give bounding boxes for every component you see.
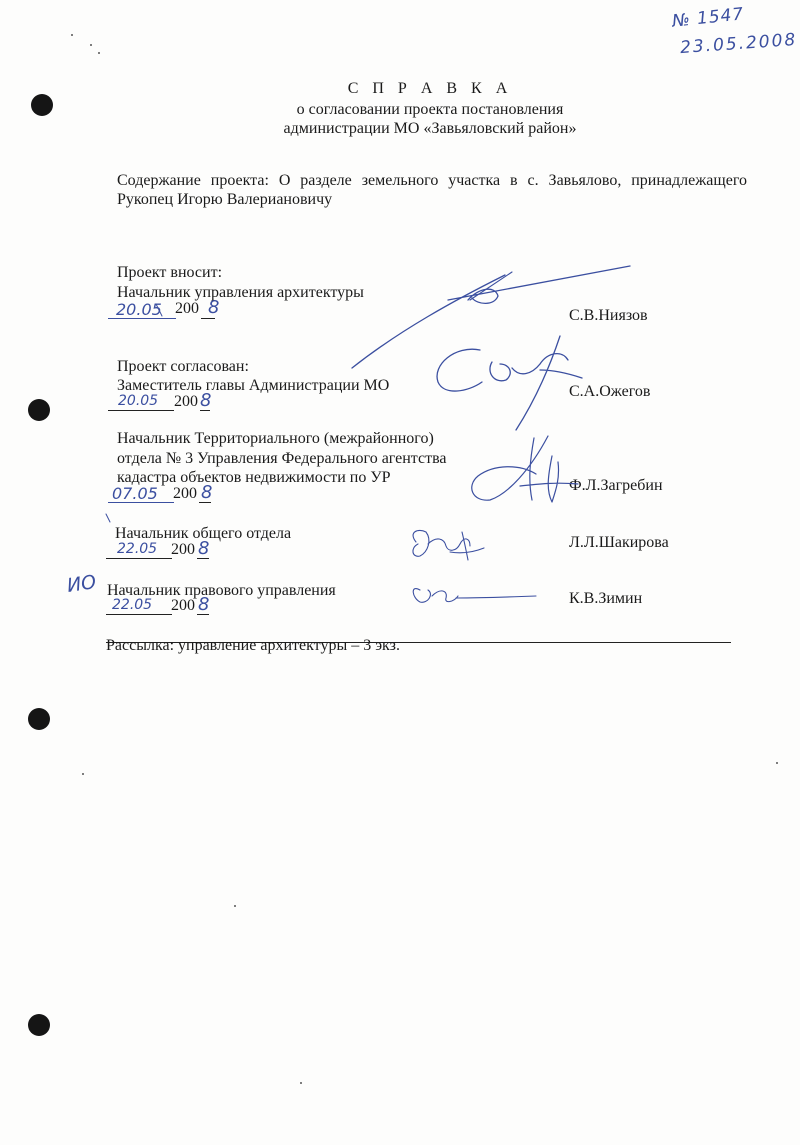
registration-date: 23.05.2008 <box>679 29 798 59</box>
handwritten-date: 20.05 <box>118 393 159 409</box>
handwritten-year: 8 <box>198 594 210 615</box>
position-title: Начальник общего отдела <box>115 525 292 542</box>
year-prefix: 200 <box>174 393 198 410</box>
project-content: Содержание проекта: О разделе земельного участка в с. Завьялово, принадлежащего Рукопец Игорю Валериановичу <box>117 172 747 208</box>
document-subtitle-2: администрации МО «Завьяловский район» <box>283 120 577 137</box>
distribution-note: Рассылка: управление архитектуры – 3 экз. <box>106 637 400 654</box>
document-title: С П Р А В К А <box>347 80 513 97</box>
signature-shakirova <box>413 530 484 560</box>
signer-name: Ф.Л.Загребин <box>569 477 663 494</box>
signer-name: С.В.Ниязов <box>569 307 648 324</box>
signature-zimin <box>413 589 536 603</box>
year-prefix: 200 <box>175 300 199 317</box>
signature-niyazov <box>352 266 630 368</box>
handwritten-date: 07.05 <box>112 484 158 503</box>
signature-ozhegov <box>437 336 582 430</box>
margin-mark: ИО <box>65 571 98 597</box>
handwritten-date: 20.05 <box>116 300 162 319</box>
signer-name: С.А.Ожегов <box>569 383 651 400</box>
handwritten-date: 22.05 <box>112 597 153 613</box>
year-prefix: 200 <box>173 485 197 502</box>
signer-name: Л.Л.Шакирова <box>569 534 669 551</box>
section-header: Проект согласован: <box>117 358 249 375</box>
handwritten-year: 8 <box>201 482 213 503</box>
position-title: кадастра объектов недвижимости по УР <box>117 469 391 486</box>
position-title: Начальник правового управления <box>107 582 336 599</box>
signature-zagrebin <box>472 436 578 502</box>
margin-tick <box>106 514 110 522</box>
document-subtitle: о согласовании проекта постановления <box>296 101 564 118</box>
year-prefix: 200 <box>171 541 195 558</box>
registration-number: № 1547 <box>671 4 746 32</box>
position-title: Начальник управления архитектуры <box>117 284 364 301</box>
signer-name: К.В.Зимин <box>569 590 643 607</box>
handwritten-year: 8 <box>198 538 210 559</box>
date-slash <box>156 304 162 316</box>
handwritten-date: 22.05 <box>117 541 158 557</box>
handwritten-year: 8 <box>208 297 220 318</box>
year-prefix: 200 <box>171 597 195 614</box>
position-title: отдела № 3 Управления Федерального агентства <box>117 450 447 467</box>
section-header: Проект вносит: <box>117 264 223 281</box>
position-title: Заместитель главы Администрации МО <box>117 377 390 394</box>
signature-niyazov-stroke <box>470 272 512 300</box>
position-title: Начальник Территориального (межрайонного) <box>117 430 434 447</box>
handwritten-year: 8 <box>200 390 212 411</box>
